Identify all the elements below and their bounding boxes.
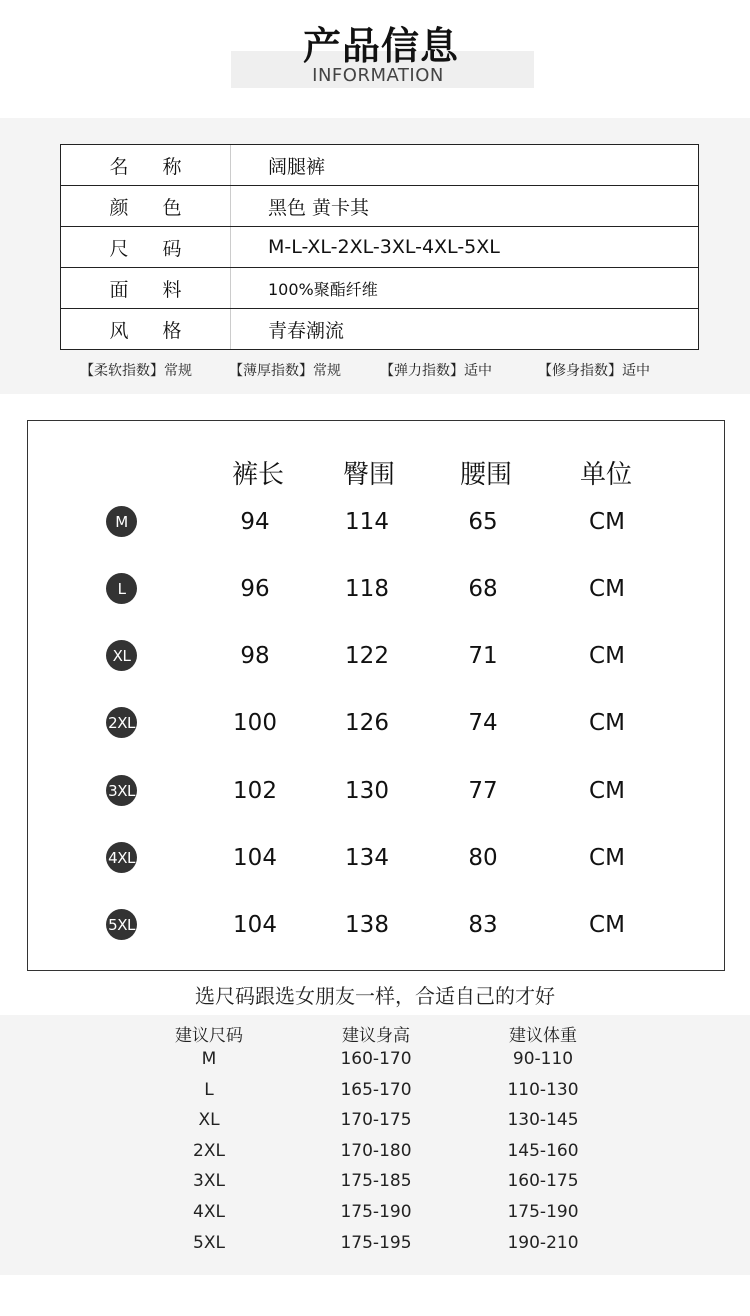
suggest-weight-cell: 145-160 — [507, 1141, 579, 1161]
suggest-header: 建议尺码 — [175, 1026, 243, 1046]
size-waist-cell: 83 — [468, 912, 498, 938]
suggest-header: 建议身高 — [342, 1026, 410, 1046]
size-waist-cell: 68 — [468, 576, 498, 602]
size-hip-cell: 122 — [345, 643, 389, 669]
suggest-weight-cell: 160-175 — [507, 1171, 579, 1191]
info-row — [61, 145, 698, 186]
suggest-height-cell: 175-185 — [340, 1171, 412, 1191]
info-row — [61, 186, 698, 227]
size-length-cell: 98 — [240, 643, 270, 669]
size-header: 臀围 — [342, 460, 395, 490]
suggest-height-cell: 170-180 — [340, 1141, 412, 1161]
size-length-cell: 94 — [240, 509, 270, 535]
header — [0, 0, 750, 110]
suggest-weight-cell: 110-130 — [507, 1080, 579, 1100]
size-unit-cell: CM — [589, 912, 625, 938]
suggest-height-cell: 175-195 — [340, 1233, 412, 1253]
size-waist-cell: 77 — [468, 778, 498, 804]
size-badge: 4XL — [106, 842, 137, 873]
info-table — [60, 144, 699, 350]
suggest-height-cell: 160-170 — [340, 1049, 412, 1069]
size-hip-cell: 138 — [345, 912, 389, 938]
size-waist-cell: 74 — [468, 710, 498, 736]
size-length-cell: 104 — [233, 912, 277, 938]
size-hip-cell: 114 — [345, 509, 389, 535]
size-hip-cell: 126 — [345, 710, 389, 736]
size-unit-cell: CM — [589, 778, 625, 804]
size-unit-cell: CM — [589, 643, 625, 669]
suggest-header: 建议体重 — [509, 1026, 577, 1046]
index-item: 【弹力指数】适中 — [380, 363, 492, 379]
suggest-size-cell: 5XL — [193, 1233, 225, 1253]
suggest-size-cell: M — [201, 1049, 217, 1069]
info-label: 颜色 — [61, 186, 231, 226]
suggest-size-cell: 4XL — [193, 1202, 225, 1222]
suggest-size-cell: L — [204, 1080, 214, 1100]
info-label: 面料 — [61, 268, 231, 308]
size-unit-cell: CM — [589, 845, 625, 871]
index-item: 【柔软指数】常规 — [80, 363, 192, 379]
info-label: 尺码 — [61, 227, 231, 267]
size-unit-cell: CM — [589, 710, 625, 736]
size-length-cell: 100 — [233, 710, 277, 736]
page-subtitle: INFORMATION — [312, 65, 444, 86]
size-length-cell: 96 — [240, 576, 270, 602]
size-waist-cell: 80 — [468, 845, 498, 871]
suggest-height-cell: 165-170 — [340, 1080, 412, 1100]
size-header: 单位 — [579, 460, 632, 490]
size-header: 裤长 — [231, 460, 284, 490]
size-hip-cell: 130 — [345, 778, 389, 804]
size-hip-cell: 118 — [345, 576, 389, 602]
index-list — [0, 358, 750, 382]
info-value: 阔腿裤 — [268, 155, 326, 178]
size-badge: 3XL — [106, 775, 137, 806]
size-length-cell: 102 — [233, 778, 277, 804]
size-table — [27, 420, 725, 971]
size-badge: L — [106, 573, 137, 604]
suggest-size-cell: 2XL — [193, 1141, 225, 1161]
size-waist-cell: 65 — [468, 509, 498, 535]
suggest-weight-cell: 130-145 — [507, 1110, 579, 1130]
info-value: M-L-XL-2XL-3XL-4XL-5XL — [268, 236, 500, 258]
size-unit-cell: CM — [589, 509, 625, 535]
suggest-height-cell: 170-175 — [340, 1110, 412, 1130]
suggest-size-cell: 3XL — [193, 1171, 225, 1191]
size-unit-cell: CM — [589, 576, 625, 602]
info-value: 黑色 黄卡其 — [268, 196, 370, 219]
suggest-height-cell: 175-190 — [340, 1202, 412, 1222]
size-hip-cell: 134 — [345, 845, 389, 871]
info-value: 青春潮流 — [268, 319, 345, 342]
size-badge: M — [106, 506, 137, 537]
info-label: 风格 — [61, 309, 231, 349]
info-row — [61, 268, 698, 309]
info-row — [61, 227, 698, 268]
suggest-weight-cell: 190-210 — [507, 1233, 579, 1253]
suggest-size-cell: XL — [198, 1110, 220, 1130]
index-item: 【修身指数】适中 — [538, 363, 650, 379]
size-badge: 5XL — [106, 909, 137, 940]
info-value: 100%聚酯纤维 — [268, 279, 378, 299]
tagline: 选尺码跟选女朋友一样，合适自己的才好 — [195, 984, 555, 1008]
info-row — [61, 309, 698, 349]
info-label: 名称 — [61, 145, 231, 185]
size-badge: 2XL — [106, 707, 137, 738]
suggest-weight-cell: 90-110 — [512, 1049, 574, 1069]
size-badge: XL — [106, 640, 137, 671]
size-header: 腰围 — [459, 460, 512, 490]
size-waist-cell: 71 — [468, 643, 498, 669]
suggest-weight-cell: 175-190 — [507, 1202, 579, 1222]
index-item: 【薄厚指数】常规 — [229, 363, 341, 379]
page-title: 产品信息 — [302, 24, 459, 68]
size-length-cell: 104 — [233, 845, 277, 871]
